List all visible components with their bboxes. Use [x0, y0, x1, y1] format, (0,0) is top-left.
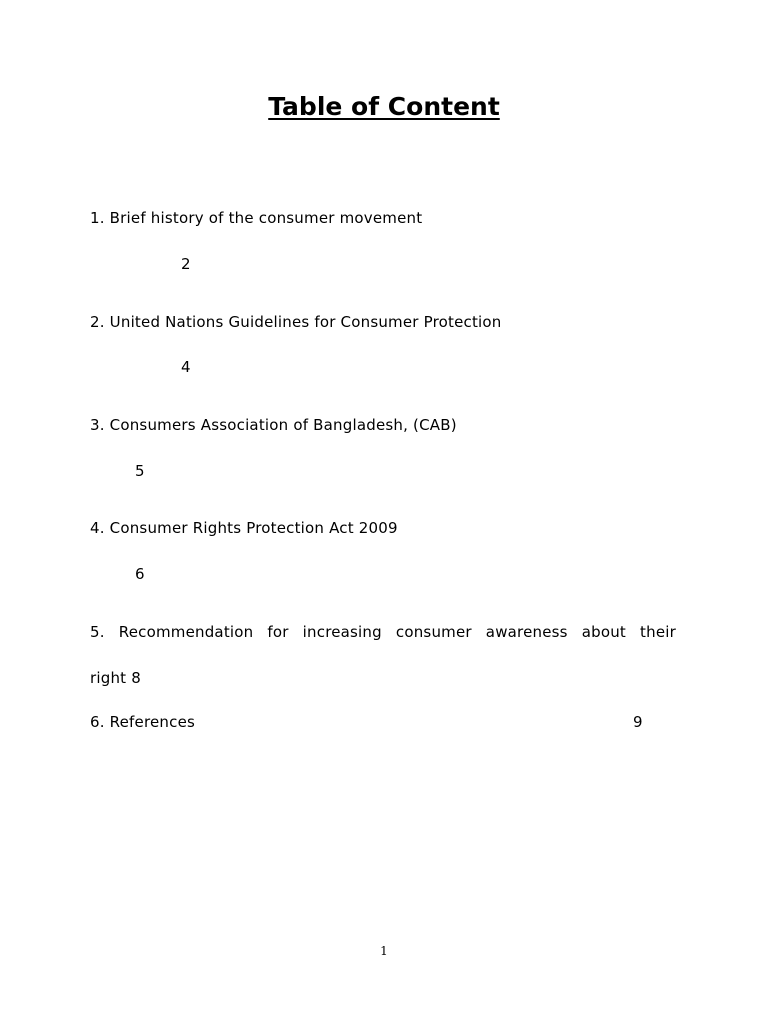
toc-entry-4-page: 6	[135, 565, 145, 583]
page-title	[0, 90, 768, 124]
toc-entry-6-label: 6. References	[90, 713, 196, 731]
toc-entry-5-label: 5. Recommendation for increasing consumer awareness about their	[90, 623, 676, 641]
toc-entry-3-label: 3. Consumers Association of Bangladesh, (CAB)	[90, 416, 457, 434]
page-title-text: Table of Content	[268, 92, 500, 121]
toc-entry-4-label: 4. Consumer Rights Protection Act 2009	[90, 519, 398, 537]
toc-entry-2-page: 4	[181, 358, 191, 376]
toc-entry-1-page: 2	[181, 255, 191, 273]
toc-entry-3-page: 5	[135, 462, 145, 480]
footer-page-number: 1	[380, 944, 388, 958]
toc-entry-2-label: 2. United Nations Guidelines for Consumer Protection	[90, 313, 502, 331]
toc-entry-6-page: 9	[633, 713, 643, 731]
toc-entry-5-continuation: right 8	[90, 669, 141, 687]
toc-entry-1-label: 1. Brief history of the consumer movement	[90, 209, 423, 227]
